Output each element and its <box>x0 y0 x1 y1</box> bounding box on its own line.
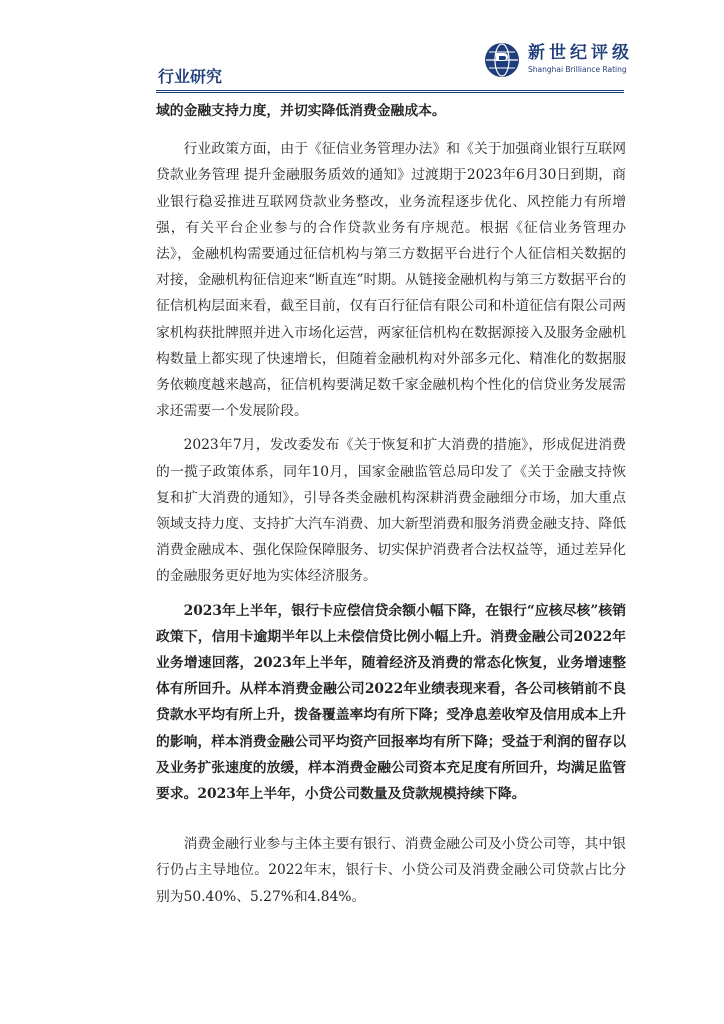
paragraph-continuation: 域的金融支持力度，并切实降低消费金融成本。 <box>156 103 446 119</box>
document-body <box>156 98 626 910</box>
header-divider-secondary <box>156 92 624 93</box>
brand-name: 新世纪评级 <box>528 43 633 63</box>
header-divider <box>156 90 624 91</box>
page-header <box>0 0 724 96</box>
paragraph-market-share: 消费金融行业参与主体主要有银行、消费金融公司及小贷公司等，其中银行仍占主导地位。2022年末，银行卡、小贷公司及消费金融公司贷款占比分别为50.40%、5.27%和4.84%。 <box>156 836 626 905</box>
paragraph-policy: 行业政策方面，由于《征信业务管理办法》和《关于加强商业银行互联网贷款业务管理 提升金融服务质效的通知》过渡期于2023年6月30日到期，商业银行稳妥推进互联网贷款业务整改，业务流程逐步优化、风控能力有所增强，有关平台企业参与的合作贷款业务有序规范。根据《征信业务管理办法》，金融机构需要通过征信机构与第三方数据平台进行个人征信相关数据的对接，金融机构征信迎来“断直连”时期。从链接金融机构与第三方数据平台的征信机构层面来看，截至目前，仅有百行征信有限公司和朴道征信有限公司两家机构获批牌照并进入市场化运营，两家征信机构在数据源接入及服务金融机构数量上都实现了快速增长，但随着金融机构对外部多元化、精准化的数据服务依赖度越来越高，征信机构要满足数千家金融机构个性化的信贷业务发展需求还需要一个发展阶段。 <box>156 141 626 420</box>
brand <box>484 42 634 82</box>
section-title: 行业研究 <box>158 67 223 86</box>
paragraph-consumption-measures: 2023年7月，发改委发布《关于恢复和扩大消费的措施》，形成促进消费的一揽子政策体系，同年10月，国家金融监管总局印发了《关于金融支持恢复和扩大消费的通知》，引导各类金融机构深耕消费金融细分市场，加大重点领域支持力度、支持扩大汽车消费、加大新型消费和服务消费金融支持、降低消费金融成本、强化保险保障服务、切实保护消费者合法权益等，通过差异化的金融服务更好地为实体经济服务。 <box>156 437 626 585</box>
paragraph-summary: 2023年上半年，银行卡应偿信贷余额小幅下降，在银行“应核尽核”核销政策下，信用卡逾期半年以上未偿信贷比例小幅上升。消费金融公司2022年业务增速回落，2023年上半年，随着经济及消费的常态化恢复，业务增速整体有所回升。从样本消费金融公司2022年业绩表现来看，各公司核销前不良贷款水平均有所上升，拨备覆盖率均有所下降；受净息差收窄及信用成本上升的影响，样本消费金融公司平均资产回报率均有所下降；受益于利润的留存以及业务扩张速度的放缓，样本消费金融公司资本充足度有所回升，均满足监管要求。2023年上半年，小贷公司数量及贷款规模持续下降。 <box>156 602 626 803</box>
brand-english-name: Shanghai Brilliance Rating <box>528 65 627 74</box>
globe-logo-icon <box>484 42 520 78</box>
